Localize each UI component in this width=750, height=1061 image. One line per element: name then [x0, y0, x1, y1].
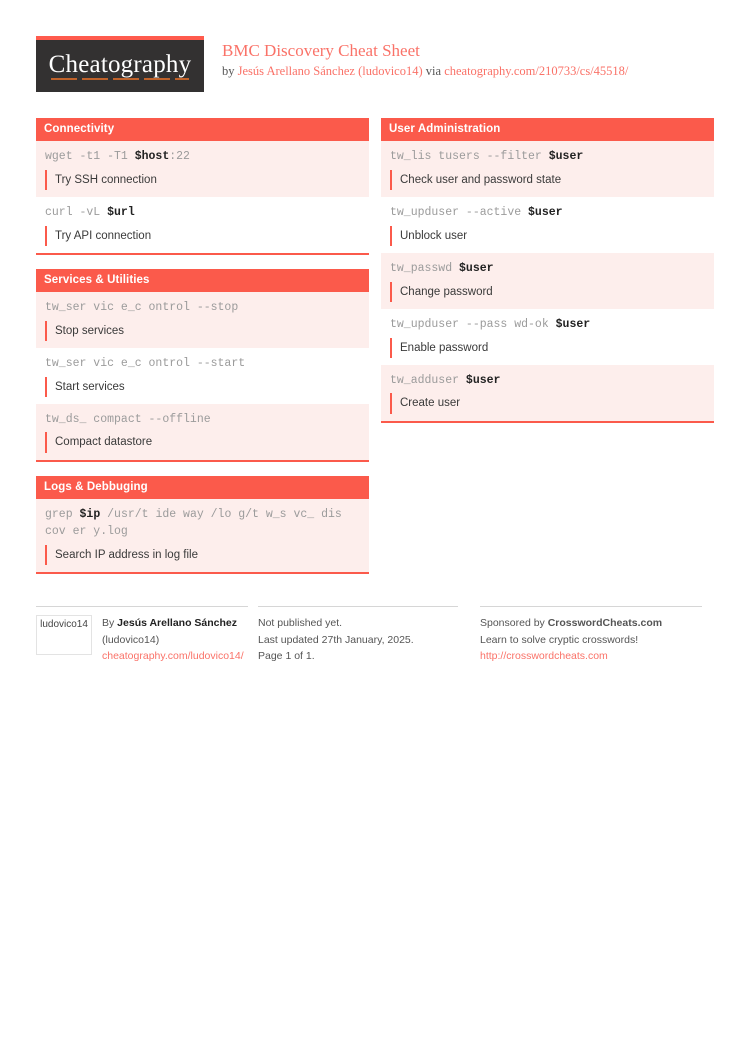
section-header: Logs & Debbuging	[36, 476, 369, 499]
table-row	[36, 197, 369, 253]
command-pre: wget -t1 -T1	[45, 150, 135, 163]
table-row	[36, 499, 369, 573]
author-handle: (ludovico14)	[102, 633, 160, 646]
byline	[222, 63, 628, 79]
command-variable: $ip	[79, 507, 101, 521]
table-row	[381, 141, 714, 197]
table-row	[36, 348, 369, 404]
description-text: Search IP address in log file	[45, 545, 360, 565]
page-count: Page 1 of 1.	[258, 649, 315, 662]
sponsor-prefix: Sponsored by	[480, 617, 548, 630]
section-body	[36, 499, 369, 575]
section-user-administration	[381, 118, 714, 423]
section-body	[36, 292, 369, 462]
description-wrap	[36, 170, 369, 197]
description-wrap	[381, 393, 714, 420]
table-row	[381, 365, 714, 421]
section-body	[381, 141, 714, 423]
section-logs-debugging	[36, 476, 369, 575]
source-url-link[interactable]: cheatography.com/210733/cs/45518/	[444, 64, 629, 79]
cheatography-logo[interactable]	[36, 36, 204, 92]
section-services-utilities	[36, 269, 369, 462]
description-text: Change password	[390, 282, 705, 302]
publish-status: Not published yet.	[258, 617, 343, 630]
command-text	[36, 499, 369, 546]
command-pre: tw_passwd	[390, 261, 460, 275]
title-block	[222, 36, 628, 80]
description-text: Try SSH connection	[45, 170, 360, 190]
command-variable: $url	[107, 205, 135, 219]
command-variable: $user	[459, 261, 494, 275]
table-row	[36, 141, 369, 197]
description-text: Enable password	[390, 338, 705, 358]
sponsor-line	[480, 615, 710, 631]
logo-wordmark: Cheatography	[48, 51, 192, 78]
page-header	[36, 36, 714, 98]
content-columns	[36, 118, 714, 588]
description-wrap	[36, 226, 369, 253]
sponsor-tagline: Learn to solve cryptic crosswords!	[480, 633, 639, 646]
footer-author-column	[36, 606, 258, 664]
description-wrap	[36, 432, 369, 459]
footer-publish-column	[258, 606, 480, 664]
column-right	[381, 118, 714, 437]
byline-prefix: by	[222, 64, 238, 79]
table-row	[381, 253, 714, 309]
command-pre: curl -vL	[45, 205, 108, 219]
description-text: Create user	[390, 393, 705, 413]
section-header: Services & Utilities	[36, 269, 369, 292]
table-row	[381, 309, 714, 365]
table-row	[381, 197, 714, 253]
page-title: BMC Discovery Cheat Sheet	[222, 41, 420, 60]
command-text	[36, 404, 369, 433]
description-text: Unblock user	[390, 226, 705, 246]
description-text: Stop services	[45, 321, 360, 341]
description-text: Start services	[45, 377, 360, 397]
section-header: Connectivity	[36, 118, 369, 141]
command-post: :22	[169, 150, 190, 163]
description-wrap	[381, 338, 714, 365]
command-text	[381, 309, 714, 338]
command-text	[36, 292, 369, 321]
description-text: Check user and password state	[390, 170, 705, 190]
description-wrap	[36, 321, 369, 348]
description-wrap	[381, 282, 714, 309]
command-pre: tw_ds_ compact --offline	[45, 412, 211, 426]
description-wrap	[36, 377, 369, 404]
author-name: Jesús Arellano Sánchez	[117, 617, 237, 630]
description-wrap	[36, 545, 369, 572]
description-text: Try API connection	[45, 226, 360, 246]
byline-via: via	[422, 64, 445, 79]
section-connectivity	[36, 118, 369, 255]
author-line	[102, 615, 244, 631]
command-pre: tw_ser vic e_c ontrol --stop	[45, 300, 239, 314]
command-pre: tw_upduser --pass wd-ok	[390, 317, 556, 331]
command-pre: tw_upduser --active	[390, 205, 529, 219]
command-variable: $user	[555, 317, 591, 331]
command-pre: tw_adduser	[390, 373, 466, 387]
description-wrap	[381, 170, 714, 197]
section-body	[36, 141, 369, 255]
author-info	[102, 615, 244, 664]
command-text	[36, 141, 369, 170]
command-text	[381, 253, 714, 282]
avatar: ludovico14	[36, 615, 92, 655]
command-text	[36, 348, 369, 377]
column-left	[36, 118, 369, 588]
command-variable: $host	[134, 150, 170, 163]
command-text	[36, 197, 369, 226]
page-footer	[36, 598, 714, 664]
author-profile-link[interactable]: cheatography.com/ludovico14/	[102, 649, 244, 662]
author-by-label: By	[102, 617, 118, 630]
description-wrap	[381, 226, 714, 253]
author-link[interactable]: Jesús Arellano Sánchez (ludovico14)	[237, 64, 423, 79]
command-variable: $user	[465, 373, 501, 387]
command-pre: tw_ser vic e_c ontrol --start	[45, 356, 246, 370]
command-variable: $user	[528, 205, 563, 219]
table-row	[36, 292, 369, 348]
sponsor-link[interactable]: http://crosswordcheats.com	[480, 649, 608, 662]
footer-sponsor-column	[480, 606, 710, 664]
sponsor-name: CrosswordCheats.com	[547, 617, 663, 630]
command-variable: $user	[548, 150, 584, 163]
table-row	[36, 404, 369, 460]
command-post: /usr/t ide way /lo g/t w_s vc_ dis cov er y.log	[45, 507, 342, 539]
command-pre: grep	[45, 507, 80, 521]
last-updated: Last updated 27th January, 2025.	[258, 633, 414, 646]
command-text	[381, 365, 714, 394]
section-header: User Administration	[381, 118, 714, 141]
command-text	[381, 141, 714, 170]
command-text	[381, 197, 714, 226]
description-text: Compact datastore	[45, 432, 360, 452]
command-pre: tw_lis tusers --filter	[390, 150, 549, 163]
